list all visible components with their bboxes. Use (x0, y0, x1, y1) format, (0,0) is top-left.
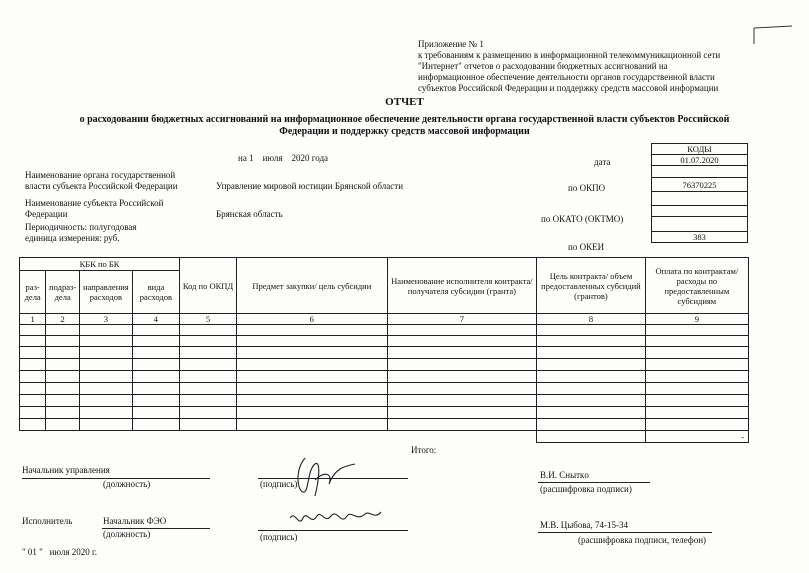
codes-okato-value (652, 206, 748, 217)
col-oplata: Оплата по контрактам/расходы по предоставленным субсидиям (645, 258, 748, 314)
itogo-label: Итого: (411, 445, 437, 455)
table-row (20, 325, 749, 336)
executor-position: Начальник ФЭО (103, 516, 167, 526)
appendix-line-4: информационное обеспечение деятельности органов государственной власти (418, 72, 715, 82)
col-ispoln: Наименование исполнителя контракта/ получателя субсидии (гранта) (387, 258, 537, 314)
date-year: 2020 года (291, 153, 329, 163)
col-razdel: раз-дела (20, 271, 46, 314)
appendix-line-1: Приложение № 1 (418, 39, 484, 49)
chief-name: В.И. Сныткo (540, 470, 589, 480)
table-row (20, 336, 749, 347)
executor-label: Исполнитель (22, 516, 73, 526)
bottom-date: " 01 " июля 2020 г. (22, 547, 97, 557)
col-cel: Цель контракта/ объем предоставленных субсидий (грантов) (537, 258, 646, 314)
codes-okei-value: 383 (652, 232, 748, 243)
table-row (20, 407, 749, 419)
codes-header: КОДЫ (652, 144, 748, 155)
codes-okpo-value: 76370225 (652, 178, 748, 192)
kbk-header: КБК по БК (20, 258, 180, 271)
codes-okato-label: по ОКАТО (ОКТМО) (541, 214, 624, 224)
table-row (20, 359, 749, 371)
chief-signature-caption: (подпись) (260, 479, 298, 489)
col-okpd: Код по ОКПД (180, 258, 237, 314)
executor-signature-icon (285, 500, 385, 540)
table-row (20, 419, 749, 431)
col-podrazdel: подраз-дела (46, 271, 80, 314)
organ-value: Управление мировой юстиции Брянской области (216, 181, 404, 191)
report-subtitle-2: Федерации и поддержку средств массовой информации (279, 126, 530, 137)
table-number-row: 1 2 3 4 5 6 7 8 9 (20, 314, 749, 325)
appendix-line-2: к требованиям к размещению в информационной телекоммуникационной сети (418, 50, 721, 60)
appendix-line-5: субъектов Российской Федерации и поддержку средств массовой информации (418, 83, 719, 93)
codes-date-value: 01.07.2020 (652, 155, 748, 166)
report-date-line (238, 153, 328, 164)
report-title: ОТЧЕТ (385, 96, 424, 108)
table-row (20, 383, 749, 395)
subject-value: Брянская область (216, 209, 283, 219)
executor-name: М.В. Цыбова, 74-15-34 (540, 520, 629, 530)
date-prefix: на 1 (238, 153, 254, 163)
main-table (19, 257, 749, 443)
codes-okpo-label: по ОКПО (568, 183, 606, 193)
corner-mark (752, 18, 802, 48)
report-subtitle-1: о расходовании бюджетных ассигнований на информационное обеспечение деятельности органа государственной власти субъектов Российской (79, 114, 730, 125)
organ-label: Наименование органа государственной власти субъекта Российской Федерации (25, 170, 178, 191)
chief-label: Начальник управления (22, 465, 110, 475)
codes-okei-label: по ОКЕИ (568, 242, 605, 252)
codes-table (651, 143, 748, 243)
col-napr: направления расходов (80, 271, 133, 314)
codes-date-label: дата (594, 157, 611, 167)
chief-signature-icon (285, 450, 365, 505)
subject-label: Наименование субъекта Российской Федерации (25, 198, 164, 219)
date-month: июля (262, 153, 283, 163)
col-vida: вида расходов (132, 271, 179, 314)
table-total-row (20, 431, 749, 443)
appendix-line-3: "Интернет" отчетов о расходовании бюджетных ассигнований на (418, 61, 668, 71)
period-label: Периодичность: полугодовая (25, 222, 137, 232)
chief-decode-caption: (расшифровка подписи) (540, 484, 632, 494)
executor-position-caption: (должность) (103, 529, 151, 539)
table-row (20, 395, 749, 407)
chief-position-caption: (должность) (103, 479, 151, 489)
appendix-block (418, 39, 758, 94)
table-row (20, 371, 749, 383)
unit-label: единица измерения: руб. (25, 233, 120, 243)
executor-signature-caption: (подпись) (260, 532, 298, 542)
col-predmet: Предмет закупки/ цель субсидии (236, 258, 387, 314)
table-row (20, 347, 749, 359)
itogo-value: - (645, 431, 748, 443)
executor-decode-caption: (расшифровка подписи, телефон) (578, 535, 707, 545)
